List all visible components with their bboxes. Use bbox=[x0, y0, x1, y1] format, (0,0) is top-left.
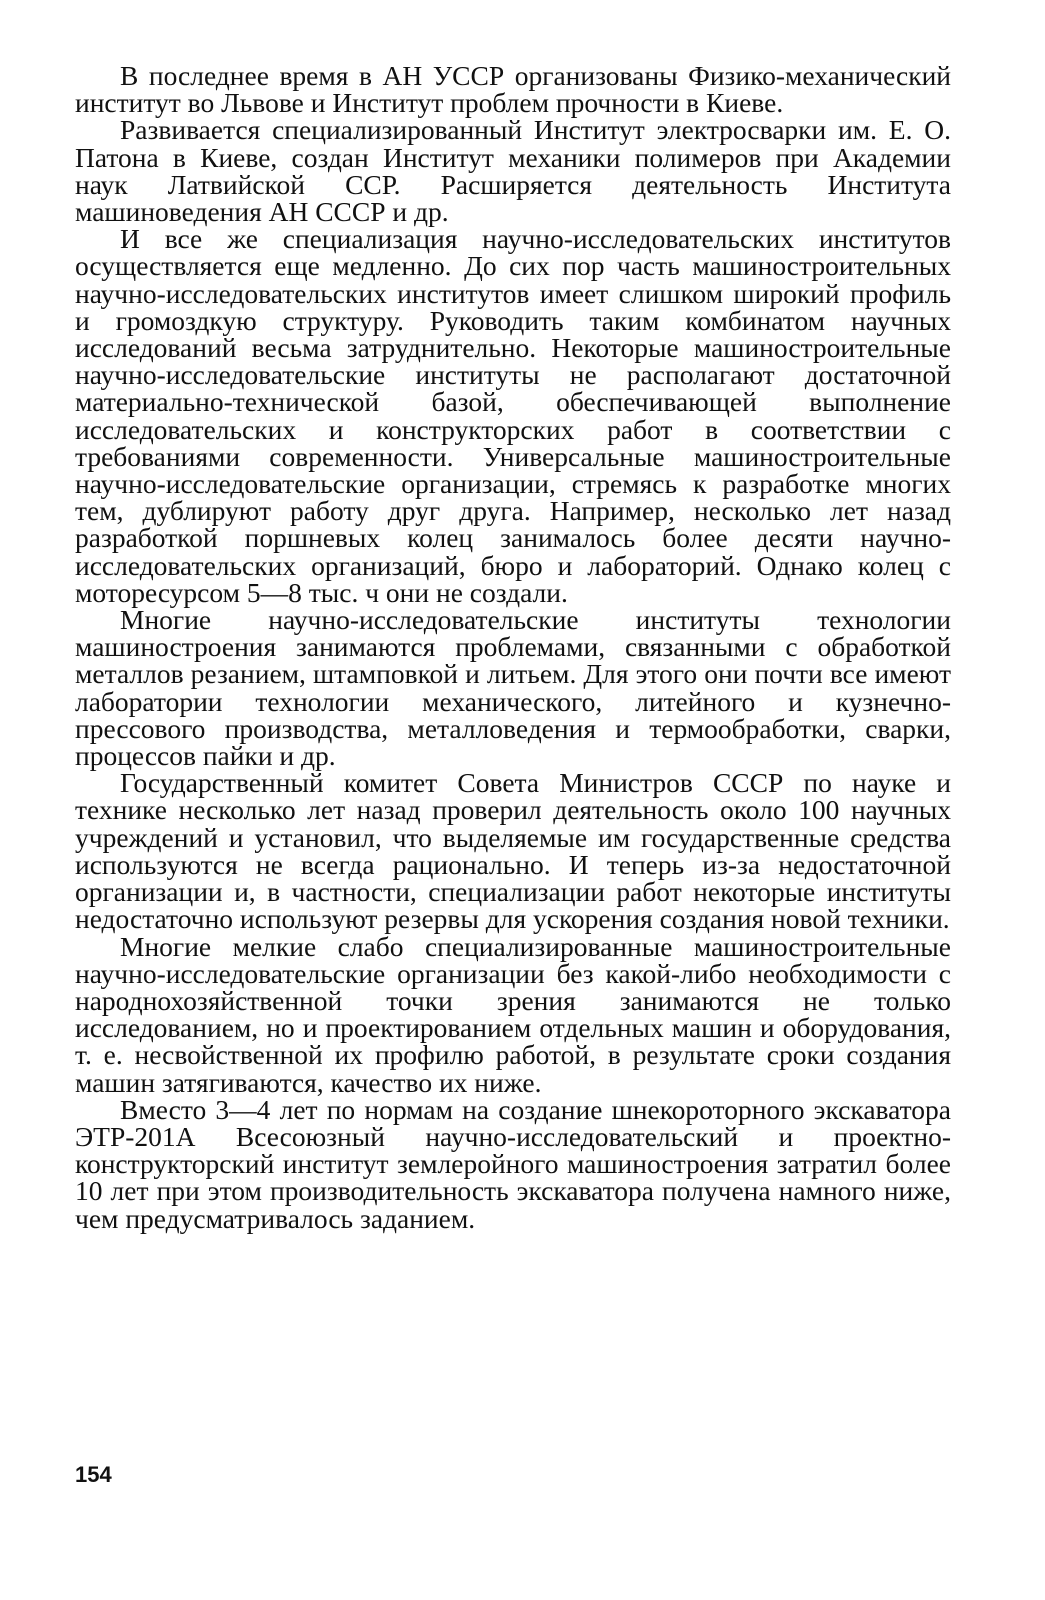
page-number: 154 bbox=[75, 1462, 112, 1487]
paragraph-4: Многие научно-исследовательские институты технологии машиностроения занимаются проблемами, связанными с обработкой металлов резанием, штамповкой и литьем. Для этого они почти все имеют лаборатории технологии механического, литейного и кузнечно-прессового производства, металловедения и термообработки, сварки, процессов пайки и др. bbox=[75, 604, 951, 772]
paragraph-2: Развивается специализированный Институт электросварки им. Е. О. Патона в Киеве, создан Институт механики полимеров при Академии наук Латвийской ССР. Расширяется деятельность Института машиноведения АН СССР и др. bbox=[75, 114, 951, 228]
page-body bbox=[75, 62, 951, 1232]
paragraph-7: Вместо 3—4 лет по нормам на создание шнекороторного экскаватора ЭТР-201А Всесоюзный научно-исследовательский и проектно-конструкторский институт землеройного машиностроения затратил более 10 лет при этом производительность экскаватора получена намного ниже, чем предусматривалось заданием. bbox=[75, 1093, 951, 1234]
paragraph-3: И все же специализация научно-исследовательских институтов осуществляется еще медленно. До сих пор часть машиностроительных научно-исследовательских институтов имеет слишком широкий профиль и громоздкую структуру. Руководить таким комбинатом научных исследований весьма затруднительно. Некоторые машиностроительные научно-исследовательские институты не располагают достаточной материально-технической базой, обеспечивающей выполнение исследовательских и конструкторских работ в соответствии с требованиями современности. Универсальные машиностроительные научно-исследовательские организации, стремясь к разработке многих тем, дублируют работу друг друга. Например, несколько лет назад разработкой поршневых колец занималось более десяти научно-исследовательских организаций, бюро и лабораторий. Однако колец с моторесурсом 5—8 тыс. ч они не создали. bbox=[75, 223, 951, 608]
paragraph-6: Многие мелкие слабо специализированные машиностроительные научно-исследовательские организации без какой-либо необходимости с народнохозяйственной точки зрения занимаются не только исследованием, но и проектированием отдельных машин и оборудования, т. е. несвойственной их профилю работой, в результате сроки создания машин затягиваются, качество их ниже. bbox=[75, 930, 951, 1098]
paragraph-1: В последнее время в АН УССР организованы Физико-механический институт во Львове и Институт проблем прочности в Киеве. bbox=[75, 60, 951, 119]
paragraph-5: Государственный комитет Совета Министров СССР по науке и технике несколько лет назад проверил деятельность около 100 научных учреждений и установил, что выделяемые им государственные средства используются не всегда рационально. И теперь из-за недостаточной организации и, в частности, специализации работ некоторые институты недостаточно используют резервы для ускорения создания новой техники. bbox=[75, 767, 951, 935]
